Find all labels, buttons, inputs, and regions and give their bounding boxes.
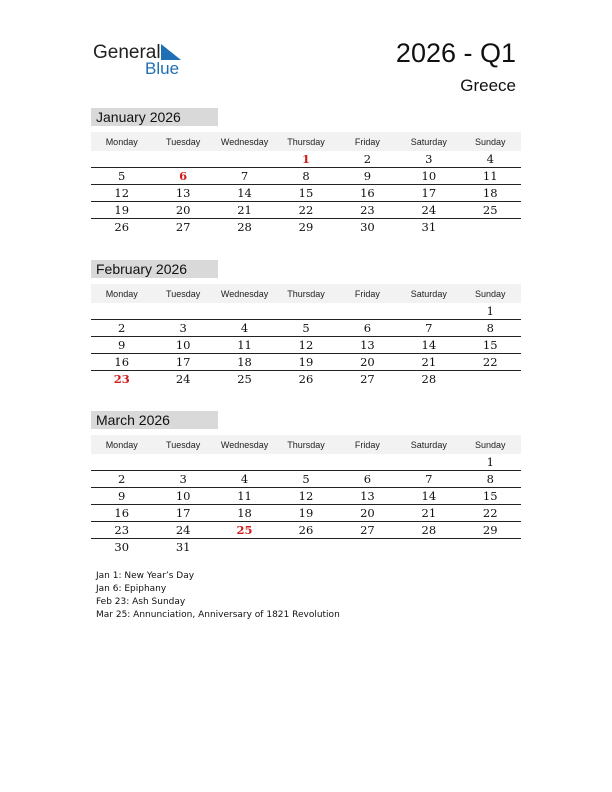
day-cell: 27 — [360, 523, 375, 537]
day-cell: 26 — [298, 523, 314, 537]
day-cell: 8 — [302, 169, 310, 183]
day-cell: 29 — [482, 523, 498, 537]
day-cell: 17 — [175, 355, 191, 369]
week-row — [91, 505, 521, 522]
day-cell: 25 — [482, 203, 498, 217]
day-cell: 2 — [118, 321, 126, 335]
weekday-label: Sunday — [474, 136, 506, 147]
day-cell: 19 — [298, 506, 314, 520]
day-cell: 11 — [237, 338, 252, 352]
holiday-note: Jan 1: New Year’s Day — [96, 571, 195, 581]
day-cell: 9 — [363, 169, 372, 183]
day-cell: 30 — [114, 540, 130, 554]
week-row — [91, 151, 521, 168]
week-row — [91, 488, 521, 505]
day-cell: 27 — [360, 372, 375, 386]
week-row — [91, 454, 521, 471]
day-cell: 23 — [114, 523, 130, 537]
day-cell: 28 — [237, 220, 252, 234]
day-cell: 9 — [118, 338, 126, 352]
generalblue-logo — [93, 40, 193, 80]
day-cell: 24 — [175, 523, 191, 537]
day-cell: 11 — [482, 169, 498, 183]
day-cell: 13 — [360, 489, 375, 503]
day-cell: 15 — [482, 338, 498, 352]
day-cell: 9 — [118, 489, 126, 503]
day-cell: 15 — [482, 489, 498, 503]
weekday-label: Friday — [354, 439, 380, 450]
day-cell: 21 — [421, 355, 437, 369]
day-cell: 23 — [360, 203, 375, 217]
week-row — [91, 371, 521, 388]
day-cell: 21 — [237, 203, 252, 217]
weekday-label: Thursday — [287, 288, 325, 299]
week-row — [91, 522, 521, 539]
day-cell: 4 — [240, 321, 249, 335]
day-cell: 16 — [114, 506, 130, 520]
day-cell: 1 — [301, 152, 310, 166]
day-cell: 27 — [175, 220, 191, 234]
week-row — [91, 168, 521, 185]
day-cell: 10 — [175, 338, 191, 352]
day-cell: 14 — [421, 489, 437, 503]
weekday-label: Monday — [105, 288, 138, 299]
day-cell: 18 — [482, 186, 498, 200]
day-cell: 4 — [240, 472, 249, 486]
weekday-label: Tuesday — [166, 439, 201, 450]
day-cell: 20 — [175, 203, 191, 217]
month-block — [91, 260, 521, 388]
day-cell: 12 — [298, 338, 314, 352]
day-cell: 17 — [421, 186, 437, 200]
day-cell: 6 — [179, 169, 188, 183]
week-row — [91, 354, 521, 371]
week-row — [91, 202, 521, 219]
holiday-note: Jan 6: Epiphany — [96, 584, 167, 594]
weekday-label: Sunday — [474, 288, 506, 299]
weekday-label: Saturday — [410, 288, 447, 299]
day-cell: 7 — [240, 169, 249, 183]
week-row — [91, 471, 521, 488]
day-cell: 10 — [421, 169, 437, 183]
day-cell: 28 — [421, 523, 437, 537]
page-title: 2026 - Q1 — [395, 38, 516, 68]
day-cell: 28 — [421, 372, 437, 386]
month-name: March 2026 — [91, 411, 218, 429]
day-cell: 1 — [486, 304, 494, 318]
day-cell: 21 — [421, 506, 437, 520]
day-cell: 16 — [360, 186, 375, 200]
country-label: Greece — [460, 76, 516, 95]
weekday-label: Thursday — [287, 136, 325, 147]
week-row — [91, 219, 521, 236]
weekday-label: Saturday — [410, 136, 447, 147]
weekday-label: Monday — [105, 439, 138, 450]
day-cell: 3 — [179, 472, 187, 486]
weekday-label: Wednesday — [220, 439, 269, 450]
day-cell: 25 — [236, 523, 253, 537]
day-cell: 2 — [363, 152, 372, 166]
day-cell: 25 — [237, 372, 252, 386]
day-cell: 11 — [237, 489, 252, 503]
day-cell: 2 — [118, 472, 126, 486]
holiday-note: Feb 23: Ash Sunday — [96, 597, 186, 607]
weekday-label: Monday — [105, 136, 138, 147]
day-cell: 12 — [298, 489, 314, 503]
day-cell: 12 — [114, 186, 130, 200]
week-row — [91, 320, 521, 337]
week-row — [91, 539, 521, 556]
day-cell: 19 — [298, 355, 314, 369]
day-cell: 24 — [175, 372, 191, 386]
holiday-note: Mar 25: Annunciation, Anniversary of 1821 Revolution — [96, 610, 340, 620]
week-row — [91, 337, 521, 354]
month-block — [91, 108, 521, 236]
day-cell: 6 — [363, 321, 372, 335]
day-cell: 26 — [298, 372, 314, 386]
week-row — [91, 303, 521, 320]
day-cell: 24 — [421, 203, 437, 217]
day-cell: 13 — [360, 338, 375, 352]
day-cell: 31 — [175, 540, 191, 554]
day-cell: 4 — [486, 152, 494, 166]
day-cell: 6 — [363, 472, 372, 486]
day-cell: 19 — [114, 203, 130, 217]
holiday-notes — [96, 570, 340, 622]
day-cell: 22 — [482, 506, 498, 520]
day-cell: 5 — [302, 472, 310, 486]
day-cell: 16 — [114, 355, 130, 369]
day-cell: 13 — [175, 186, 191, 200]
weekday-label: Friday — [354, 136, 380, 147]
day-cell: 22 — [298, 203, 314, 217]
weekday-label: Wednesday — [220, 136, 269, 147]
month-name: January 2026 — [91, 108, 218, 126]
day-cell: 29 — [298, 220, 314, 234]
logo-blue-text: Blue — [145, 59, 180, 78]
weekday-header — [91, 132, 521, 151]
day-cell: 20 — [360, 506, 375, 520]
day-cell: 3 — [425, 152, 433, 166]
weekday-label: Sunday — [474, 439, 506, 450]
weekday-label: Friday — [354, 288, 380, 299]
day-cell: 10 — [175, 489, 191, 503]
weekday-label: Wednesday — [220, 288, 269, 299]
weekday-label: Thursday — [287, 439, 325, 450]
day-cell: 14 — [237, 186, 252, 200]
logo-general-text: General — [93, 42, 161, 63]
weekday-label: Tuesday — [166, 288, 201, 299]
day-cell: 14 — [421, 338, 437, 352]
day-cell: 7 — [425, 472, 433, 486]
day-cell: 5 — [118, 169, 126, 183]
day-cell: 30 — [360, 220, 375, 234]
day-cell: 7 — [425, 321, 433, 335]
month-block — [91, 411, 521, 556]
day-cell: 22 — [482, 355, 498, 369]
day-cell: 31 — [421, 220, 437, 234]
day-cell: 5 — [302, 321, 310, 335]
weekday-label: Saturday — [410, 439, 447, 450]
weekday-label: Tuesday — [166, 136, 201, 147]
day-cell: 1 — [486, 455, 494, 469]
day-cell: 8 — [486, 472, 494, 486]
day-cell: 3 — [179, 321, 187, 335]
month-name: February 2026 — [91, 260, 218, 278]
day-cell: 18 — [237, 355, 252, 369]
week-row — [91, 185, 521, 202]
day-cell: 23 — [113, 372, 130, 386]
weekday-header — [91, 284, 521, 303]
day-cell: 17 — [175, 506, 191, 520]
day-cell: 15 — [298, 186, 314, 200]
day-cell: 18 — [237, 506, 252, 520]
day-cell: 8 — [486, 321, 494, 335]
day-cell: 20 — [360, 355, 375, 369]
weekday-header — [91, 435, 521, 454]
day-cell: 26 — [114, 220, 130, 234]
